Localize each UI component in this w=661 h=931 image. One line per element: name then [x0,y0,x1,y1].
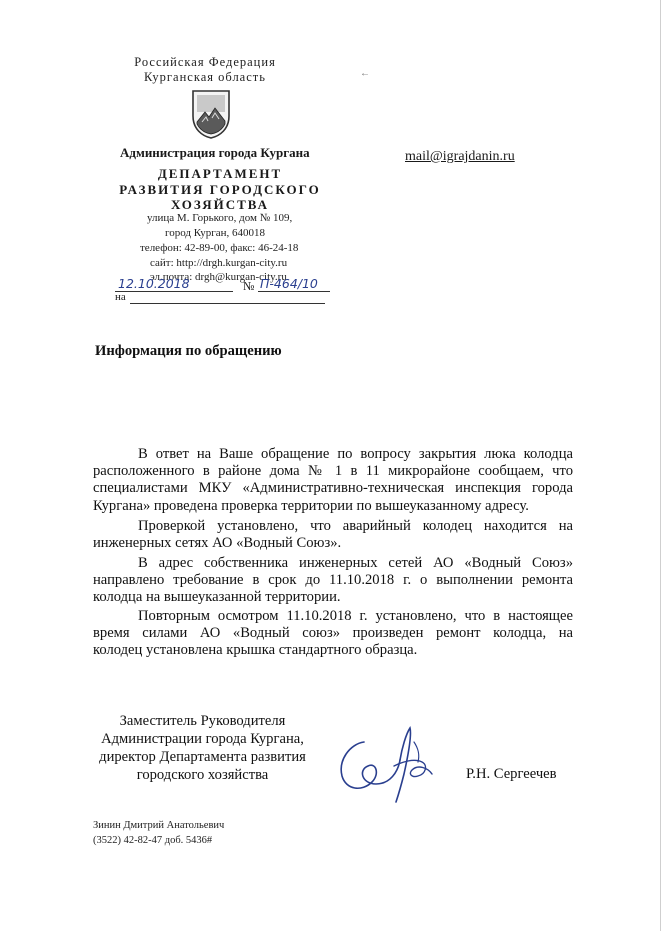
paragraph-line: В ответ на Ваше обращение по вопросу закрытия люка колодца [138,446,573,462]
region-line: Курганская область [144,70,266,84]
date-handwritten: 12.10.2018 [118,276,190,291]
paragraph-line: В адрес собственника инженерных сетей АО «Водный Союз» [138,555,573,571]
address-email: эл.почта: drgh@kurgan-city.ru [150,271,287,283]
signatory-position-4: городского хозяйства [136,767,269,783]
arrow-mark-icon: ← [360,68,370,79]
coat-of-arms-icon [190,88,232,140]
date-underline [115,291,233,292]
redacted-addressee [200,385,460,413]
executor-phone: (3522) 42-82-47 доб. 5436# [93,835,213,846]
paragraph-line: Кургана» проведена проверка территории по вышеуказанному адресу. [93,497,529,514]
paragraph-3 [93,555,573,607]
department-line-2: РАЗВИТИЯ ГОРОДСКОГО [119,182,321,197]
executor-name: Зинин Дмитрий Анатольевич [93,820,225,831]
signatory-position-2: Администрации города Кургана, [101,731,304,747]
address-city: город Курган, 640018 [165,227,266,239]
department-line-3: ХОЗЯЙСТВА [170,197,269,212]
paragraph-line: колодец установлена крышка стандартного образца. [93,642,418,659]
paragraph-line: направлено требование в срок до 11.10.2018 г. о выполнении ремонта [93,572,573,589]
paragraph-2 [93,518,573,552]
paragraph-line: специалистами МКУ «Административно-техническая инспекция города [93,480,573,497]
document-title: Информация по обращению [95,343,282,359]
paragraph-line: колодца на вышеуказанной территории. [93,589,341,606]
signatory-position-1: Заместитель Руководителя [119,713,286,729]
redacted-recipient [370,40,600,135]
administration-name: Администрация города Кургана [120,145,310,160]
address-phone: телефон: 42-89-00, факс: 46-24-18 [140,242,299,254]
na-underline [130,303,325,304]
paragraph-line: время силами АО «Водный союз» произведен ремонт колодца, на [93,625,573,642]
recipient-email[interactable]: mail@igrajdanin.ru [405,149,515,164]
address-site: сайт: http://drgh.kurgan-city.ru [150,257,288,269]
number-prefix: № [243,279,255,293]
department-line-1: ДЕПАРТАМЕНТ [157,166,283,181]
number-handwritten: П-464/10 [260,276,318,291]
paragraph-line: инженерных сетях АО «Водный Союз». [93,535,342,552]
paragraph-line: расположенного в районе дома № 1 в 11 микрорайоне сообщаем, что [93,463,573,480]
handwritten-signature-icon [328,722,438,804]
number-underline [258,291,330,292]
paragraph-4 [93,608,573,660]
signatory-name: Р.Н. Сергеечев [466,766,557,782]
country-line: Российская Федерация [134,55,276,69]
paragraph-line: Повторным осмотром 11.10.2018 г. установлено, что в настоящее [138,608,573,624]
paragraph-1 [93,446,573,515]
signatory-position-3: директор Департамента развития [99,749,306,765]
na-label: на [115,291,126,303]
paragraph-line: Проверкой установлено, что аварийный колодец находится на [138,518,573,534]
address-street: улица М. Горького, дом № 109, [147,212,293,224]
